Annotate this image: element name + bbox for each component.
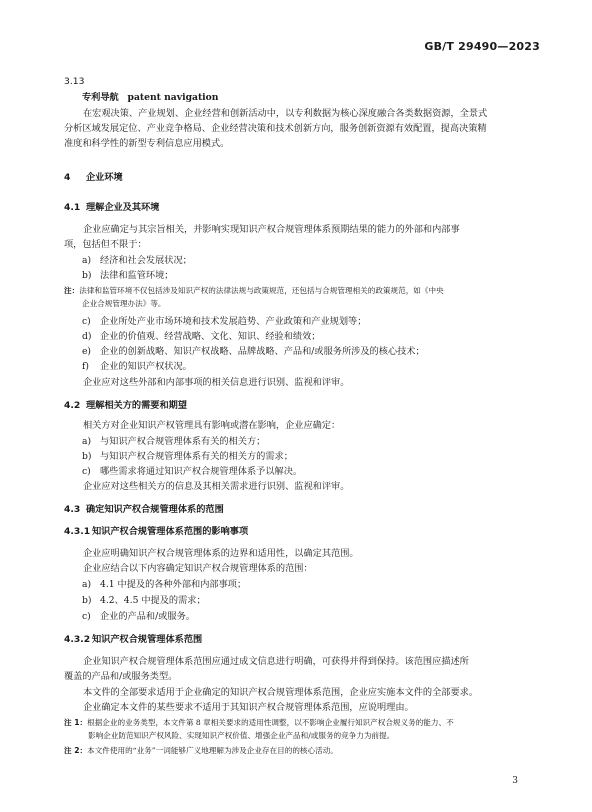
section-4-3-1-heading xyxy=(64,524,540,539)
section-4-1-heading xyxy=(64,200,540,215)
section-4-3-1-title: 知识产权合规管理体系范围的影响事项 xyxy=(92,526,249,537)
section-4-3-1-number: 4.3.1 xyxy=(64,526,91,537)
section-4-3-number: 4.3 xyxy=(64,504,81,515)
list-item: c) 企业所处产业市场环境和技术发展趋势、产业政策和产业规划等； xyxy=(82,316,367,327)
section-4-1-title: 理解企业及其环境 xyxy=(86,202,160,213)
section-4-3-2-note-1: 注 1：根据企业的业务类型，本文件第 8 章相关要求的适用性调整，以不影响企业履行知识产权合规义务的能力、不 影响企业防范知识产权风险、实现知识产权价值、增强企业产品和/或服务的竞争力为前提。 xyxy=(64,718,454,740)
list-item: a) 与知识产权合规管理体系有关的相关方； xyxy=(82,436,266,447)
list-item: b) 法律和监管环境； xyxy=(82,270,174,281)
term-cn: 专利导航 xyxy=(82,92,119,103)
section-4-heading xyxy=(64,170,540,185)
section-4-1-para-line-2: 项，包括但不限于： xyxy=(64,239,147,250)
standard-code: GB/T 29490—2023 xyxy=(424,40,540,53)
page-number: 3 xyxy=(512,776,518,786)
list-item: f) 企业的知识产权状况。 xyxy=(82,361,192,372)
section-4-3-2-para-1-line-2: 覆盖的产品和/或服务类型。 xyxy=(64,671,178,682)
term-heading xyxy=(82,90,540,105)
term-definition-line-2: 分析区域发展定位、产业竞争格局、企业经营决策和技术创新方向，服务创新资源有效配置，提高决策精 xyxy=(64,123,487,134)
section-4-3-title: 确定知识产权合规管理体系的范围 xyxy=(86,504,224,515)
section-4-title: 企业环境 xyxy=(86,172,123,183)
section-4-2-heading xyxy=(64,398,540,413)
list-item: a) 4.1 中提及的各种外部和内部事项； xyxy=(82,579,247,590)
section-4-3-2-note-2: 注 2：本文件使用的“业务”一词能够广义地理解为涉及企业存在目的的核心活动。 xyxy=(64,746,338,755)
section-4-3-1-para-1: 企业应明确知识产权合规管理体系的边界和适用性，以确定其范围。 xyxy=(83,548,359,559)
term-number: 3.13 xyxy=(64,76,85,87)
list-item: d) 企业的价值观、经营战略、文化、知识、经验和绩效； xyxy=(82,331,321,342)
list-item: e) 企业的创新战略、知识产权战略、品牌战略、产品和/或服务所涉及的核心技术； xyxy=(82,346,425,357)
section-4-2-para: 相关方对企业知识产权管理具有影响或潜在影响，企业应确定： xyxy=(83,420,341,431)
section-4-1-para-line-1: 企业应确定与其宗旨相关，并影响实现知识产权合规管理体系预期结果的能力的外部和内部事 xyxy=(83,224,460,235)
section-4-2-title: 理解相关方的需要和期望 xyxy=(86,400,188,411)
section-4-2-closing: 企业应对这些相关方的信息及其相关需求进行识别、监视和评审。 xyxy=(83,481,350,492)
section-4-1-number: 4.1 xyxy=(64,202,81,213)
section-4-1-note: 注：法律和监管环境不仅包括涉及知识产权的法律法规与政策规范，还包括与合规管理相关的政策规范，如《中央 企业合规管理办法》等。 xyxy=(64,286,444,308)
list-item: b) 与知识产权合规管理体系有关的相关方的需求； xyxy=(82,451,293,462)
section-4-3-2-title: 知识产权合规管理体系范围 xyxy=(92,634,203,645)
list-item: b) 4.2、4.5 中提及的需求； xyxy=(82,595,206,606)
section-4-3-2-number: 4.3.2 xyxy=(64,634,91,645)
term-en: patent navigation xyxy=(127,92,219,103)
section-4-3-2-heading xyxy=(64,632,540,647)
list-item: c) 企业的产品和/或服务。 xyxy=(82,611,195,622)
section-4-2-number: 4.2 xyxy=(64,400,81,411)
list-item: c) 哪些需求将通过知识产权合规管理体系予以解决。 xyxy=(82,466,303,477)
section-4-3-2-para-2: 本文件的全部要求适用于企业确定的知识产权合规管理体系范围，企业应实施本文件的全部要求。 xyxy=(83,687,479,698)
section-4-3-1-para-2: 企业应结合以下内容确定知识产权合规管理体系的范围： xyxy=(83,563,313,574)
section-4-3-heading xyxy=(64,502,540,517)
list-item: a) 经济和社会发展状况； xyxy=(82,255,192,266)
term-definition-line-1: 在宏观决策、产业规划、企业经营和创新活动中，以专利数据为核心深度融合各类数据资源，全景式 xyxy=(83,108,488,119)
section-4-1-closing: 企业应对这些外部和内部事项的相关信息进行识别、监视和评审。 xyxy=(83,377,350,388)
section-4-3-2-para-3: 企业确定本文件的某些要求不适用于其知识产权合规管理体系范围，应说明理由。 xyxy=(83,702,414,713)
section-4-number: 4 xyxy=(64,172,71,183)
term-definition-line-3: 准度和科学性的新型专利信息应用模式。 xyxy=(64,138,230,149)
section-4-3-2-para-1-line-1: 企业知识产权合规管理体系范围应通过成文信息进行明确，可获得并得到保持。该范围应描述所 xyxy=(83,656,469,667)
